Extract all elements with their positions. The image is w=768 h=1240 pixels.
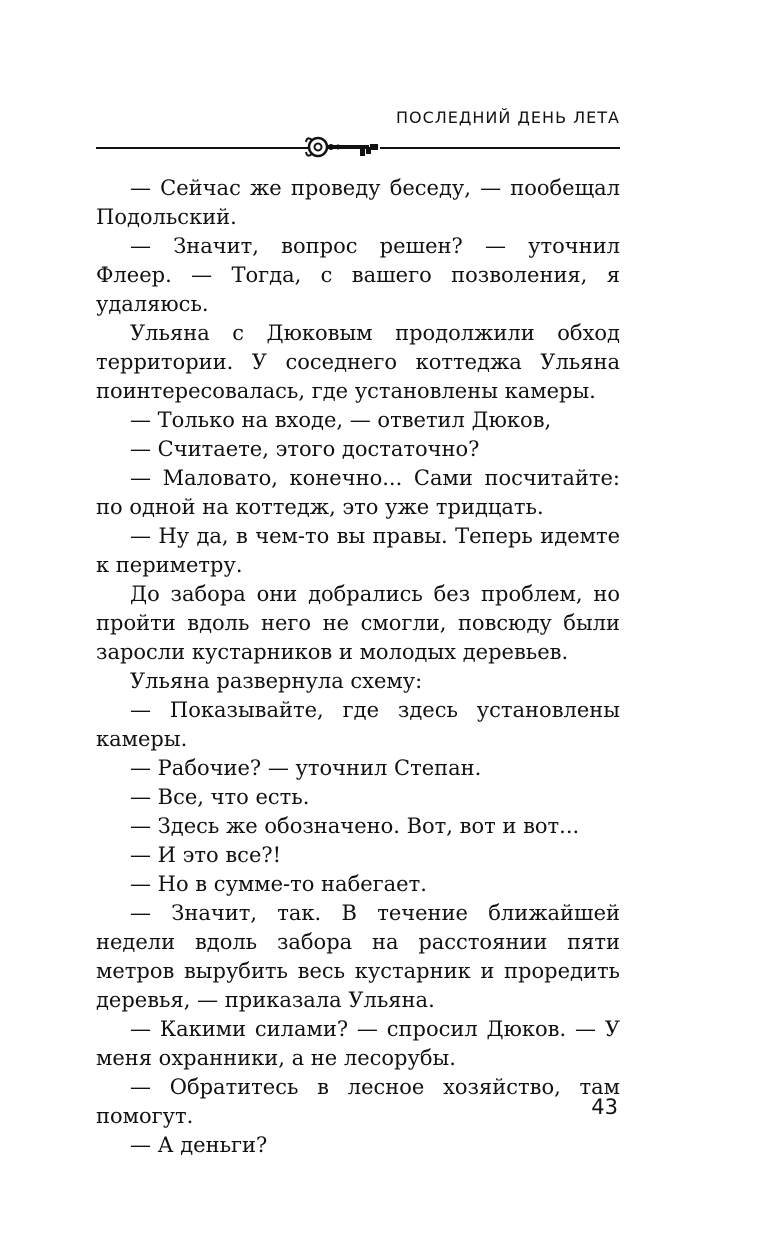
paragraph: — Только на входе, — ответил Дюков, [130, 408, 552, 432]
running-header: ПОСЛЕДНИЙ ДЕНЬ ЛЕТА [395, 108, 620, 127]
paragraph: — Рабочие? — уточнил Степан. [130, 756, 482, 780]
paragraph: — Здесь же обозначено. Вот, вот и вот... [130, 814, 580, 838]
paragraph: — А деньги? [130, 1133, 268, 1157]
page-number: 43 [591, 1095, 618, 1119]
paragraph: Ульяна развернула схему: [130, 669, 423, 693]
paragraph: — Значит, вопрос решен? — уточнил Флеер. — Тогда, с вашего позволения, я удаляюсь. [96, 234, 620, 316]
paragraph: — Значит, так. В течение ближайшей недели вдоль забора на расстоянии пяти метров вырубить весь кустарник и проредить деревья, — приказала Ульяна. [96, 901, 620, 1012]
paragraph: До забора они добрались без проблем, но пройти вдоль него не смогли, повсюду были заросли кустарников и молодых деревьев. [96, 582, 620, 664]
paragraph: — Какими силами? — спросил Дюков. — У меня охранники, а не лесорубы. [96, 1017, 620, 1070]
paragraph: — Считаете, этого достаточно? [130, 437, 480, 461]
divider-line-left [96, 147, 308, 149]
key-icon [304, 133, 384, 161]
body-text [96, 174, 620, 1160]
paragraph: — Ну да, в чем-то вы правы. Теперь идемте к периметру. [96, 524, 620, 577]
paragraph: Ульяна с Дюковым продолжили обход территории. У соседнего коттеджа Ульяна поинтересовалась, где установлены камеры. [96, 321, 620, 403]
paragraph: — И это все?! [130, 843, 282, 867]
paragraph: — Все, что есть. [130, 785, 310, 809]
paragraph: — Маловато, конечно... Сами посчитайте: по одной на коттедж, это уже тридцать. [96, 466, 620, 519]
paragraph: — Обратитесь в лесное хозяйство, там помогут. [96, 1075, 620, 1128]
paragraph: — Сейчас же проведу беседу, — пообещал Подольский. [96, 176, 620, 229]
paragraph: — Показывайте, где здесь установлены камеры. [96, 698, 620, 751]
paragraph: — Но в сумме-то набегает. [130, 872, 427, 896]
divider-line-right [380, 147, 620, 149]
